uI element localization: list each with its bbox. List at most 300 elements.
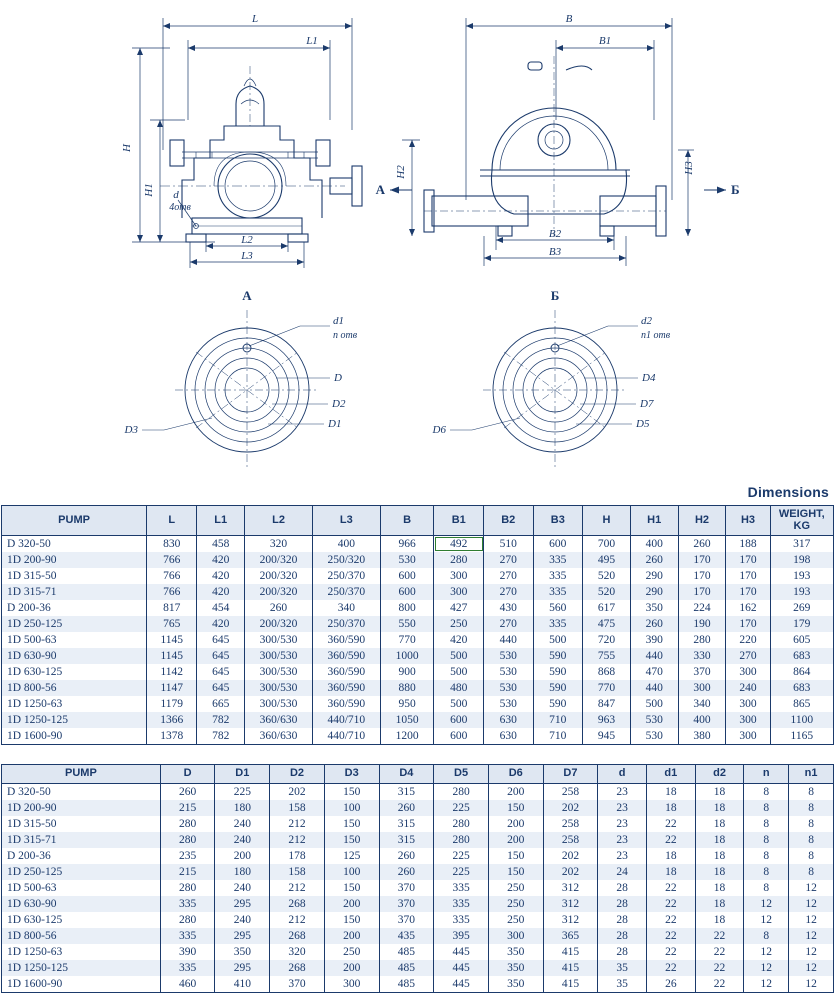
dimension-cell: 23 [598, 800, 647, 816]
dimension-cell: 400 [630, 536, 678, 553]
dimension-cell: 770 [380, 632, 434, 648]
dimensions-table-2 [1, 764, 834, 993]
pump-model-cell: 1D 250-125 [2, 616, 147, 632]
label-L1: L1 [306, 35, 318, 47]
dimension-cell: 415 [543, 976, 598, 993]
dimension-cell: 12 [789, 912, 834, 928]
label-D5: D5 [636, 418, 650, 430]
dimension-cell: 150 [324, 816, 379, 832]
column-header-b1: B1 [434, 506, 484, 536]
dimension-cell: 290 [630, 584, 678, 600]
dimension-cell: 8 [744, 783, 789, 800]
table-row [2, 912, 834, 928]
dimension-cell: 683 [770, 648, 833, 664]
table-row [2, 600, 834, 616]
dimension-cell: 300 [726, 664, 770, 680]
dimension-cell: 280 [160, 816, 215, 832]
dimension-cell: 28 [598, 912, 647, 928]
dimension-cell: 250 [488, 880, 543, 896]
dimension-cell: 260 [630, 616, 678, 632]
dimension-cell: 22 [695, 976, 744, 993]
table-row [2, 864, 834, 880]
dimension-cell: 150 [488, 800, 543, 816]
pump-model-cell: 1D 315-71 [2, 832, 161, 848]
dimension-cell: 390 [160, 944, 215, 960]
dimension-cell: 966 [380, 536, 434, 553]
dimension-cell: 225 [434, 800, 489, 816]
dimension-cell: 530 [630, 712, 678, 728]
dimension-cell: 250 [488, 896, 543, 912]
dimension-cell: 240 [215, 816, 270, 832]
column-header-l: L [147, 506, 197, 536]
dimension-cell: 200 [324, 896, 379, 912]
dimension-cell: 350 [488, 944, 543, 960]
dimension-cell: 335 [533, 568, 583, 584]
dimension-cell: 1050 [380, 712, 434, 728]
dimension-cell: 260 [379, 864, 434, 880]
dimension-cell: 270 [484, 568, 534, 584]
dimension-cell: 12 [789, 896, 834, 912]
column-header-h: H [583, 506, 631, 536]
dimension-cell: 370 [379, 880, 434, 896]
dimension-cell: 865 [770, 696, 833, 712]
dimension-cell: 300 [678, 680, 726, 696]
dimension-cell: 400 [312, 536, 380, 553]
dimension-cell: 370 [678, 664, 726, 680]
dimension-cell: 315 [379, 816, 434, 832]
dimension-cell: 28 [598, 896, 647, 912]
dimension-cell: 270 [726, 648, 770, 664]
dimension-cell: 590 [533, 680, 583, 696]
dimension-cell: 12 [789, 880, 834, 896]
dimension-cell: 315 [379, 783, 434, 800]
dimension-cell: 766 [147, 568, 197, 584]
dimension-cell: 360/590 [312, 680, 380, 696]
dimension-cell: 200/320 [245, 568, 313, 584]
dimension-cell: 258 [543, 816, 598, 832]
dimension-cell: 500 [533, 632, 583, 648]
dimension-cell: 847 [583, 696, 631, 712]
dimension-cell: 312 [543, 880, 598, 896]
dimensions-table-1-wrapper [0, 505, 835, 745]
dimension-cell: 295 [215, 960, 270, 976]
dimension-cell: 250 [434, 616, 484, 632]
dimension-cell: 710 [533, 712, 583, 728]
column-header-b: B [380, 506, 434, 536]
dimension-cell: 8 [789, 864, 834, 880]
dimension-cell: 300/530 [245, 664, 313, 680]
dimension-cell: 250/370 [312, 568, 380, 584]
dimension-cell: 900 [380, 664, 434, 680]
dimension-cell: 212 [270, 832, 325, 848]
dimension-cell: 150 [324, 832, 379, 848]
dimension-cell: 235 [160, 848, 215, 864]
dimension-cell: 340 [678, 696, 726, 712]
dimension-cell: 420 [197, 552, 245, 568]
column-header-l2: L2 [245, 506, 313, 536]
dimension-cell: 22 [647, 944, 696, 960]
pump-model-cell: 1D 200-90 [2, 552, 147, 568]
table-row [2, 584, 834, 600]
dimension-cell: 290 [630, 568, 678, 584]
dimension-cell: 300 [726, 712, 770, 728]
table-row [2, 680, 834, 696]
dimension-cell: 454 [197, 600, 245, 616]
dimension-cell: 170 [726, 584, 770, 600]
dimension-cell: 485 [379, 944, 434, 960]
dimension-cell: 8 [789, 832, 834, 848]
pump-model-cell: 1D 500-63 [2, 632, 147, 648]
table-row [2, 816, 834, 832]
dimension-cell: 180 [215, 864, 270, 880]
dimension-cell: 458 [197, 536, 245, 553]
dimension-cell: 600 [380, 584, 434, 600]
dimension-cell: 193 [770, 568, 833, 584]
dimension-cell: 320 [270, 944, 325, 960]
pump-technical-drawing [0, 0, 835, 480]
dimension-cell: 8 [744, 832, 789, 848]
dimension-cell: 470 [630, 664, 678, 680]
dimension-cell: 18 [695, 783, 744, 800]
dimension-cell: 280 [678, 632, 726, 648]
table-row [2, 648, 834, 664]
dimension-cell: 300 [726, 696, 770, 712]
label-H3: H3 [683, 161, 695, 175]
dimension-cell: 295 [215, 928, 270, 944]
dimension-cell: 225 [215, 783, 270, 800]
dimension-cell: 360/590 [312, 648, 380, 664]
column-header-pump: PUMP [2, 506, 147, 536]
dimension-cell: 8 [744, 880, 789, 896]
dimension-cell: 8 [744, 800, 789, 816]
dimension-cell: 520 [583, 584, 631, 600]
dimension-cell: 178 [270, 848, 325, 864]
dimension-cell: 18 [695, 800, 744, 816]
dimension-cell: 800 [380, 600, 434, 616]
dimension-cell: 370 [379, 912, 434, 928]
dimension-cell: 420 [197, 616, 245, 632]
dimension-cell: 1200 [380, 728, 434, 745]
dimension-cell: 590 [533, 696, 583, 712]
table-row [2, 880, 834, 896]
dimension-cell: 530 [380, 552, 434, 568]
dimension-cell: 260 [160, 783, 215, 800]
dimension-cell: 380 [678, 728, 726, 745]
dimension-cell: 23 [598, 783, 647, 800]
dimension-cell: 224 [678, 600, 726, 616]
column-header-d4: D4 [379, 765, 434, 784]
dimension-cell: 1366 [147, 712, 197, 728]
dimension-cell: 665 [197, 696, 245, 712]
dimension-cell: 190 [678, 616, 726, 632]
dimension-cell: 225 [434, 848, 489, 864]
dimension-cell: 590 [533, 664, 583, 680]
dimension-cell: 300 [488, 928, 543, 944]
dimension-cell: 765 [147, 616, 197, 632]
dimension-cell: 280 [434, 816, 489, 832]
column-header-b2: B2 [484, 506, 534, 536]
dimension-cell: 170 [678, 584, 726, 600]
dimension-cell: 435 [379, 928, 434, 944]
dimension-cell: 300 [434, 568, 484, 584]
dimension-cell: 280 [434, 783, 489, 800]
pump-model-cell: 1D 200-90 [2, 800, 161, 816]
dimension-cell: 8 [744, 928, 789, 944]
dimension-cell: 300/530 [245, 632, 313, 648]
dimension-cell: 950 [380, 696, 434, 712]
pump-model-cell: 1D 800-56 [2, 680, 147, 696]
dimension-cell: 520 [583, 568, 631, 584]
column-header-h3: H3 [726, 506, 770, 536]
dimension-cell: 645 [197, 648, 245, 664]
dimension-cell: 24 [598, 864, 647, 880]
label-D4: D4 [642, 372, 656, 384]
dimension-cell: 22 [647, 960, 696, 976]
pump-model-cell: 1D 315-50 [2, 816, 161, 832]
dimension-cell: 370 [379, 896, 434, 912]
dimension-cell: 335 [434, 896, 489, 912]
dimension-cell: 250 [488, 912, 543, 928]
dimension-cell: 755 [583, 648, 631, 664]
dimension-cell: 200 [215, 848, 270, 864]
dimension-cell: 645 [197, 664, 245, 680]
label-L: L [251, 13, 259, 25]
dimension-cell: 260 [379, 800, 434, 816]
dimension-cell: 162 [726, 600, 770, 616]
dimension-cell: 170 [678, 568, 726, 584]
dimension-cell: 1378 [147, 728, 197, 745]
dimension-cell: 963 [583, 712, 631, 728]
dimension-cell: 225 [434, 864, 489, 880]
dimension-cell: 440/710 [312, 728, 380, 745]
dimension-cell: 312 [543, 912, 598, 928]
column-header-d2: D2 [270, 765, 325, 784]
dimension-cell: 150 [488, 864, 543, 880]
dimension-cell: 28 [598, 928, 647, 944]
dimension-cell: 445 [434, 960, 489, 976]
dimension-cell: 18 [695, 896, 744, 912]
dimension-cell: 280 [160, 880, 215, 896]
dimension-cell: 390 [630, 632, 678, 648]
dimension-cell: 8 [789, 783, 834, 800]
dimension-cell: 12 [744, 960, 789, 976]
dimension-cell: 475 [583, 616, 631, 632]
dimension-cell: 150 [488, 848, 543, 864]
dimension-cell: 18 [695, 832, 744, 848]
view-arrow-B: Б [731, 182, 740, 197]
dimension-cell: 350 [488, 976, 543, 993]
pump-model-cell: 1D 630-125 [2, 912, 161, 928]
label-H: H [121, 144, 133, 152]
dimension-cell: 1142 [147, 664, 197, 680]
dimension-cell: 492 [434, 536, 484, 553]
dimension-cell: 12 [789, 976, 834, 993]
dimension-cell: 1165 [770, 728, 833, 745]
dimensions-table-2-wrapper [0, 764, 835, 993]
dimension-cell: 18 [647, 864, 696, 880]
pump-model-cell: 1D 630-90 [2, 896, 161, 912]
dimension-cell: 220 [726, 632, 770, 648]
label-L2: L2 [241, 234, 253, 246]
dimension-cell: 23 [598, 848, 647, 864]
dimension-cell: 700 [583, 536, 631, 553]
dimensions-title: Dimensions [747, 484, 829, 500]
dimension-cell: 1147 [147, 680, 197, 696]
dimension-cell: 170 [678, 552, 726, 568]
table-row [2, 800, 834, 816]
dimension-cell: 500 [434, 664, 484, 680]
dimension-cell: 22 [647, 880, 696, 896]
column-header-b3: B3 [533, 506, 583, 536]
table-row [2, 783, 834, 800]
dimension-cell: 530 [484, 680, 534, 696]
dimension-cell: 530 [484, 696, 534, 712]
dimension-cell: 500 [434, 696, 484, 712]
dimension-cell: 12 [789, 944, 834, 960]
label-B2: B2 [548, 228, 562, 240]
dimension-cell: 215 [160, 864, 215, 880]
dimension-cell: 500 [630, 696, 678, 712]
dimension-cell: 590 [533, 648, 583, 664]
dimension-cell: 817 [147, 600, 197, 616]
dimension-cell: 360/630 [245, 728, 313, 745]
table-row [2, 832, 834, 848]
pump-model-cell: D 200-36 [2, 600, 147, 616]
dimension-cell: 1100 [770, 712, 833, 728]
dimension-cell: 270 [484, 616, 534, 632]
dimension-cell: 350 [488, 960, 543, 976]
dimension-cell: 18 [695, 880, 744, 896]
column-header-d1: d1 [647, 765, 696, 784]
dimension-cell: 212 [270, 912, 325, 928]
dimension-cell: 864 [770, 664, 833, 680]
pump-model-cell: 1D 500-63 [2, 880, 161, 896]
dimension-cell: 630 [484, 728, 534, 745]
dimension-cell: 188 [726, 536, 770, 553]
label-B3: B3 [548, 246, 562, 258]
dimension-cell: 400 [678, 712, 726, 728]
dimension-cell: 617 [583, 600, 631, 616]
dimension-cell: 26 [647, 976, 696, 993]
dimension-cell: 240 [726, 680, 770, 696]
dimension-cell: 250 [324, 944, 379, 960]
table-row [2, 928, 834, 944]
dimension-cell: 295 [215, 896, 270, 912]
dimension-cell: 445 [434, 944, 489, 960]
dimension-cell: 360/590 [312, 632, 380, 648]
dimension-cell: 605 [770, 632, 833, 648]
dimension-cell: 335 [160, 896, 215, 912]
table-row [2, 616, 834, 632]
dimension-cell: 100 [324, 864, 379, 880]
pump-model-cell: D 320-50 [2, 783, 161, 800]
dimension-cell: 12 [744, 912, 789, 928]
dimension-cell: 240 [215, 880, 270, 896]
column-header-d2: d2 [695, 765, 744, 784]
label-n-otv: n отв [333, 330, 358, 341]
dimension-cell: 8 [744, 864, 789, 880]
dimension-cell: 158 [270, 800, 325, 816]
label-d: d [173, 189, 179, 201]
dimension-cell: 420 [197, 584, 245, 600]
dimension-cell: 260 [245, 600, 313, 616]
label-D: D [334, 372, 342, 384]
label-n1-otv: n1 отв [641, 330, 671, 341]
dimension-cell: 350 [215, 944, 270, 960]
table-row [2, 696, 834, 712]
label-4otv: 4отв [169, 202, 191, 213]
dimension-cell: 240 [215, 832, 270, 848]
dimension-cell: 335 [160, 960, 215, 976]
dimension-cell: 600 [434, 728, 484, 745]
dimension-cell: 335 [533, 584, 583, 600]
dimension-cell: 268 [270, 896, 325, 912]
dimension-cell: 415 [543, 944, 598, 960]
pump-model-cell: 1D 1250-125 [2, 960, 161, 976]
dimension-cell: 645 [197, 632, 245, 648]
dimension-cell: 100 [324, 800, 379, 816]
dimension-cell: 18 [695, 848, 744, 864]
dimension-cell: 258 [543, 832, 598, 848]
dimension-cell: 312 [543, 896, 598, 912]
dimension-cell: 445 [434, 976, 489, 993]
dimensions-table-1 [1, 505, 834, 745]
dimension-cell: 1000 [380, 648, 434, 664]
dimension-cell: 250/320 [312, 552, 380, 568]
table-header-row [2, 506, 834, 536]
view-arrow-A: A [375, 182, 385, 197]
column-header-l1: L1 [197, 506, 245, 536]
table-row [2, 568, 834, 584]
pump-model-cell: 1D 1250-63 [2, 944, 161, 960]
dimension-cell: 12 [744, 976, 789, 993]
dimension-cell: 600 [380, 568, 434, 584]
column-header-n: n [744, 765, 789, 784]
dimension-cell: 212 [270, 816, 325, 832]
column-header-d7: D7 [543, 765, 598, 784]
dimension-cell: 300 [434, 584, 484, 600]
column-header-weight-kg: WEIGHT, KG [770, 506, 833, 536]
column-header-h2: H2 [678, 506, 726, 536]
dimension-cell: 280 [434, 552, 484, 568]
dimension-cell: 22 [647, 816, 696, 832]
dimension-cell: 18 [695, 864, 744, 880]
table-row [2, 536, 834, 553]
pump-model-cell: D 320-50 [2, 536, 147, 553]
dimension-cell: 280 [160, 912, 215, 928]
pump-model-cell: 1D 315-50 [2, 568, 147, 584]
dimension-cell: 22 [647, 832, 696, 848]
dimension-cell: 170 [726, 552, 770, 568]
label-B: B [565, 13, 573, 25]
dimension-cell: 495 [583, 552, 631, 568]
pump-model-cell: 1D 1250-63 [2, 696, 147, 712]
label-d1: d1 [333, 315, 344, 327]
dimension-cell: 212 [270, 880, 325, 896]
dimension-cell: 268 [270, 928, 325, 944]
dimension-cell: 440 [484, 632, 534, 648]
dimension-cell: 179 [770, 616, 833, 632]
dimension-cell: 12 [789, 960, 834, 976]
dimension-cell: 600 [533, 536, 583, 553]
dimension-cell: 200/320 [245, 552, 313, 568]
dimension-cell: 22 [695, 944, 744, 960]
dimension-cell: 180 [215, 800, 270, 816]
dimension-cell: 683 [770, 680, 833, 696]
dimension-cell: 280 [434, 832, 489, 848]
dimension-cell: 270 [484, 584, 534, 600]
dimension-cell: 1145 [147, 632, 197, 648]
